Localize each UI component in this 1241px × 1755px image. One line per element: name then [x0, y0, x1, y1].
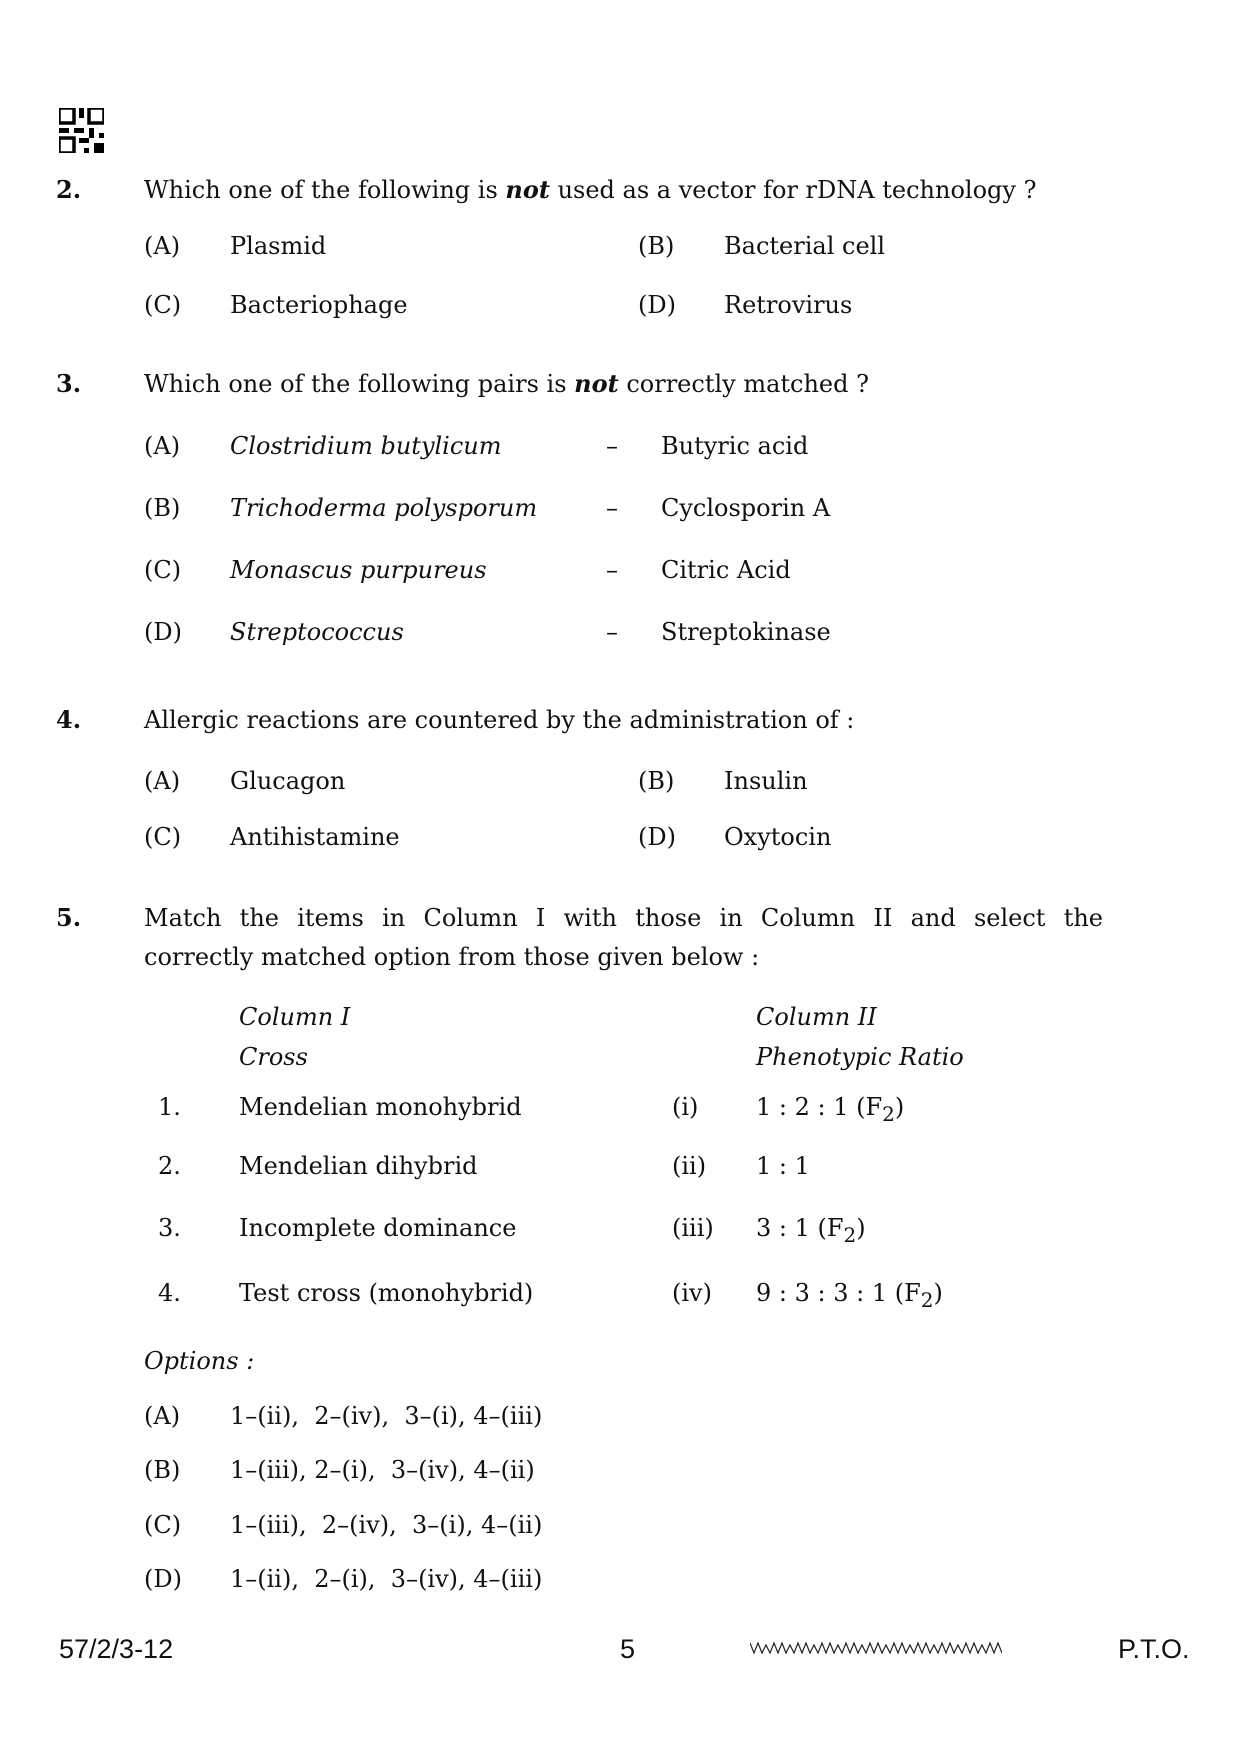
cross-item: Mendelian dihybrid: [239, 1152, 478, 1180]
organism: Streptococcus: [230, 618, 404, 646]
dash: –: [606, 556, 618, 584]
dash: –: [606, 494, 618, 522]
page-number: 5: [620, 1634, 636, 1664]
cross-item: Mendelian monohybrid: [239, 1093, 522, 1121]
question-text: Allergic reactions are countered by the administration of :: [144, 706, 855, 734]
option-label: (A): [144, 432, 181, 460]
question-number: 4.: [56, 705, 82, 734]
roman-label: (ii): [672, 1152, 707, 1180]
qr-code-icon: [59, 108, 104, 153]
roman-label: (iv): [672, 1279, 712, 1307]
option-text: Insulin: [724, 767, 808, 795]
option-text: Plasmid: [230, 232, 327, 260]
roman-label: (iii): [672, 1214, 714, 1242]
option-text: Glucagon: [230, 767, 346, 795]
option-text: Antihistamine: [230, 823, 400, 851]
option-label: (B): [638, 767, 675, 795]
column-subheader: Phenotypic Ratio: [756, 1043, 964, 1071]
option-label: (A): [144, 232, 181, 260]
ratio: 9 : 3 : 3 : 1 $(F_2)$: [756, 1279, 943, 1312]
organism: Trichoderma polysporum: [230, 494, 538, 522]
dash: –: [606, 432, 618, 460]
option-label: (A): [144, 1402, 181, 1430]
option-text: Oxytocin: [724, 823, 832, 851]
wavy-line-decoration: [750, 1641, 1002, 1655]
option-label: (B): [144, 494, 181, 522]
cross-item: Test cross (monohybrid): [239, 1279, 534, 1307]
pto-label: P.T.O.: [1118, 1634, 1190, 1664]
option-label: (C): [144, 823, 182, 851]
option-label: (A): [144, 767, 181, 795]
ratio: 1 : 2 : 1 $(F_2)$: [756, 1093, 905, 1126]
column-header: Column II: [756, 1003, 877, 1031]
column-header: Column I: [239, 1003, 351, 1031]
row-number: 3.: [158, 1214, 181, 1242]
product: Cyclosporin A: [661, 494, 831, 522]
question-text: Which one of the following pairs is not correctly matched ?: [144, 369, 869, 398]
row-number: 1.: [158, 1093, 181, 1121]
option-label: (C): [144, 291, 182, 319]
option-label: (D): [144, 618, 182, 646]
question-number: 5.: [56, 903, 82, 932]
ratio: 3 : 1 $(F_2)$: [756, 1214, 866, 1247]
option-text: 1–(ii), 2–(iv), 3–(i), 4–(iii): [230, 1402, 543, 1430]
option-text: Retrovirus: [724, 291, 853, 319]
option-label: (D): [144, 1565, 182, 1593]
column-subheader: Cross: [239, 1043, 308, 1071]
option-text: 1–(iii), 2–(i), 3–(iv), 4–(ii): [230, 1456, 535, 1484]
roman-label: (i): [672, 1093, 699, 1121]
question-number: 2.: [56, 175, 82, 204]
options-heading: Options :: [144, 1347, 255, 1375]
cross-item: Incomplete dominance: [239, 1214, 517, 1242]
option-label: (B): [638, 232, 675, 260]
row-number: 4.: [158, 1279, 181, 1307]
question-number: 3.: [56, 369, 82, 398]
option-text: Bacterial cell: [724, 232, 885, 260]
dash: –: [606, 618, 618, 646]
option-label: (C): [144, 1511, 182, 1539]
option-label: (D): [638, 291, 676, 319]
option-text: 1–(iii), 2–(iv), 3–(i), 4–(ii): [230, 1511, 543, 1539]
ratio: 1 : 1: [756, 1152, 810, 1180]
product: Butyric acid: [661, 432, 809, 460]
option-text: 1–(ii), 2–(i), 3–(iv), 4–(iii): [230, 1565, 543, 1593]
organism: Monascus purpureus: [230, 556, 487, 584]
question-text: Match the items in Column I with those in Column II and select the: [144, 904, 1103, 932]
organism: Clostridium butylicum: [230, 432, 502, 460]
product: Citric Acid: [661, 556, 791, 584]
question-text: correctly matched option from those given below :: [144, 943, 760, 971]
option-label: (C): [144, 556, 182, 584]
option-label: (B): [144, 1456, 181, 1484]
option-label: (D): [638, 823, 676, 851]
product: Streptokinase: [661, 618, 831, 646]
row-number: 2.: [158, 1152, 181, 1180]
paper-code: 57/2/3-12: [59, 1634, 174, 1664]
question-text: Which one of the following is not used as a vector for rDNA technology ?: [144, 175, 1037, 204]
option-text: Bacteriophage: [230, 291, 408, 319]
